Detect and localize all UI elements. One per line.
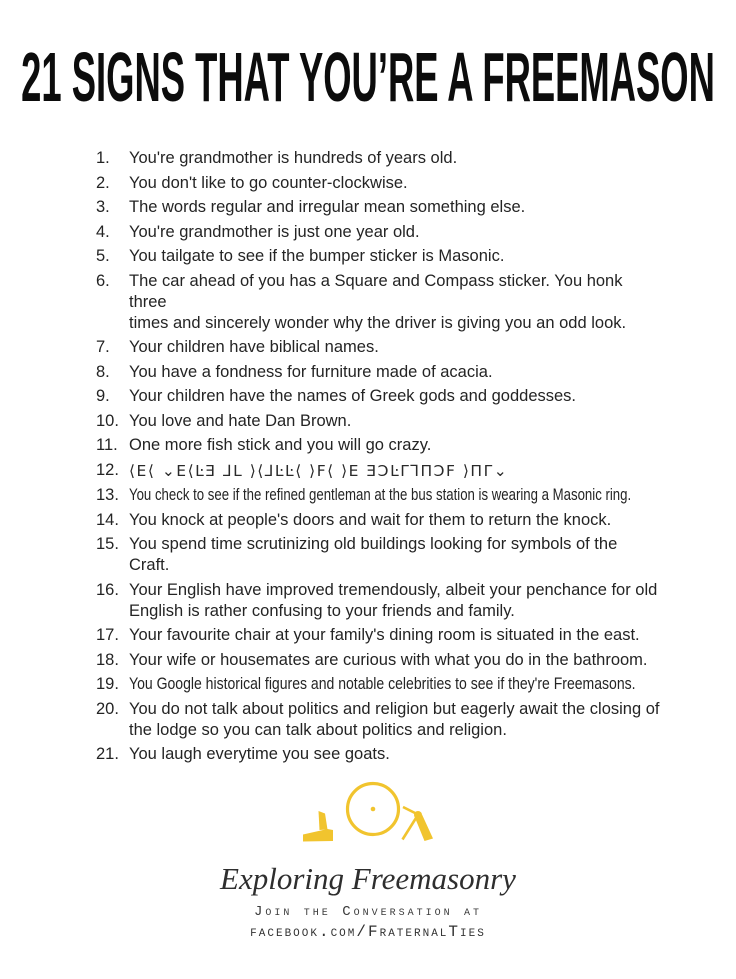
list-item-number: 8. <box>96 362 110 381</box>
list-item <box>96 411 662 432</box>
list-item-number: 19. <box>96 675 119 693</box>
list-item <box>96 197 662 218</box>
list-item-number: 4. <box>96 222 110 241</box>
cta-text: Join the Conversation at <box>253 904 483 920</box>
list-item <box>96 435 662 456</box>
list-item-text <box>129 580 662 622</box>
list-item-text <box>129 173 662 194</box>
list-item-number: 10. <box>96 411 119 430</box>
brand-script-text: Exploring Freemasonry <box>220 861 516 896</box>
facebook-url-text: facebook.com/FraternalTies <box>250 923 486 941</box>
list-item-number: 18. <box>96 650 119 669</box>
title-wrap <box>0 38 736 116</box>
list-item-line: You have a fondness for furniture made of acacia. <box>129 362 493 381</box>
masonic-square-icon <box>303 811 333 842</box>
list-item-text <box>129 699 662 741</box>
list-item-number: 16. <box>96 580 119 599</box>
list-item-text <box>129 460 662 482</box>
list-item-line: You're grandmother is hundreds of years old. <box>129 149 458 167</box>
list-item <box>96 699 662 741</box>
list-item-line: You do not talk about politics and religion but eagerly await the closing of <box>129 699 660 718</box>
list-item-number: 5. <box>96 247 110 265</box>
list-item-number: 3. <box>96 198 110 216</box>
list-item-text <box>129 650 662 671</box>
list-item-number: 1. <box>96 149 110 167</box>
list-item <box>96 744 662 765</box>
list-item-number: 2. <box>96 173 110 192</box>
signs-list <box>96 148 662 765</box>
footer <box>0 781 736 941</box>
list-item <box>96 386 662 407</box>
list-item <box>96 625 662 646</box>
list-item-line: Your children have the names of Greek gods and goddesses. <box>129 387 577 405</box>
masonic-compass-icon <box>403 807 434 841</box>
list-item-number: 6. <box>96 271 110 290</box>
list-item-line: You love and hate Dan Brown. <box>129 411 352 430</box>
list-item-number: 20. <box>96 699 119 718</box>
list-item-text <box>129 271 662 334</box>
list-item-line: Your wife or housemates are curious with what you do in the bathroom. <box>129 650 648 669</box>
list-item-number: 17. <box>96 626 119 644</box>
list-item-text <box>129 625 662 646</box>
list-item-line: You knock at people's doors and wait for them to return the knock. <box>129 510 612 529</box>
list-item-number: 9. <box>96 387 110 405</box>
list-item-line: You spend time scrutinizing old buildings looking for symbols of the Craft. <box>129 535 618 574</box>
list-item <box>96 650 662 671</box>
list-item <box>96 460 662 482</box>
list-item-line: times and sincerely wonder why the driver is giving you an odd look. <box>129 313 627 332</box>
list-item-line: Your English have improved tremendously, albeit your penchance for old <box>129 580 658 599</box>
poster <box>0 38 736 979</box>
list-item-text <box>129 674 662 695</box>
list-item <box>96 580 662 622</box>
list-item-line: You check to see if the refined gentleman at the bus station is wearing a Masonic ring. <box>129 486 632 504</box>
list-item-line: You're grandmother is just one year old. <box>129 222 420 241</box>
list-item-text <box>129 411 662 432</box>
list-item <box>96 246 662 267</box>
list-item-line: You tailgate to see if the bumper sticker is Masonic. <box>129 247 505 265</box>
list-item-line: Your children have biblical names. <box>129 338 379 356</box>
list-item-text <box>129 386 662 407</box>
list-item-line: ⟨E⟨ ⌄E⟨ĿƎ ⅃L ⟩⟨⅃ĿĿ⟨ ⟩F⟨ ⟩E ƎƆĿΓ⅂ΠƆF ⟩ΠΓ⌄ <box>129 461 509 480</box>
list-item-number: 11. <box>96 436 118 454</box>
list-item-line: The car ahead of you has a Square and Compass sticker. You honk three <box>129 271 623 311</box>
list-item-line: You Google historical figures and notable celebrities to see if they're Freemasons. <box>129 675 636 693</box>
list-item-line: You laugh everytime you see goats. <box>129 745 390 763</box>
list-item-text <box>129 222 662 243</box>
list-item-text <box>129 534 662 576</box>
list-item <box>96 148 662 169</box>
list-item-line: Your favourite chair at your family's dining room is situated in the east. <box>129 626 640 644</box>
list-item-text <box>129 148 662 169</box>
list-item <box>96 534 662 576</box>
list-item <box>96 173 662 194</box>
list-item <box>96 271 662 334</box>
list-item-text <box>129 246 662 267</box>
list-item-text <box>129 744 662 765</box>
list-item-line: English is rather confusing to your friends and family. <box>129 601 515 620</box>
list-item-number: 14. <box>96 510 119 529</box>
list-item <box>96 674 662 695</box>
list-item-text <box>129 337 662 358</box>
list-item-text <box>129 197 662 218</box>
list-item-text <box>129 435 662 456</box>
masonic-logo <box>303 781 433 845</box>
point-within-circle-icon <box>348 784 399 835</box>
list-item-number: 13. <box>96 486 119 504</box>
list-item <box>96 222 662 243</box>
list-item-line: the lodge so you can talk about politics and religion. <box>129 720 507 739</box>
list-item-line: You don't like to go counter-clockwise. <box>129 173 408 192</box>
list-item <box>96 485 662 506</box>
list-item <box>96 510 662 531</box>
list-item-number: 12. <box>96 460 119 479</box>
list-item-number: 7. <box>96 338 110 356</box>
page-title: 21 SIGNS THAT YOU’RE A FREEMASON <box>21 38 715 116</box>
list-item-line: One more fish stick and you will go crazy. <box>129 436 432 454</box>
list-item-text <box>129 362 662 383</box>
list-item-text <box>129 485 662 506</box>
list-item-text <box>129 510 662 531</box>
list-item-number: 15. <box>96 535 119 553</box>
list-item-number: 21. <box>96 745 119 763</box>
list-item <box>96 362 662 383</box>
list-item <box>96 337 662 358</box>
list-item-line: The words regular and irregular mean something else. <box>129 198 526 216</box>
